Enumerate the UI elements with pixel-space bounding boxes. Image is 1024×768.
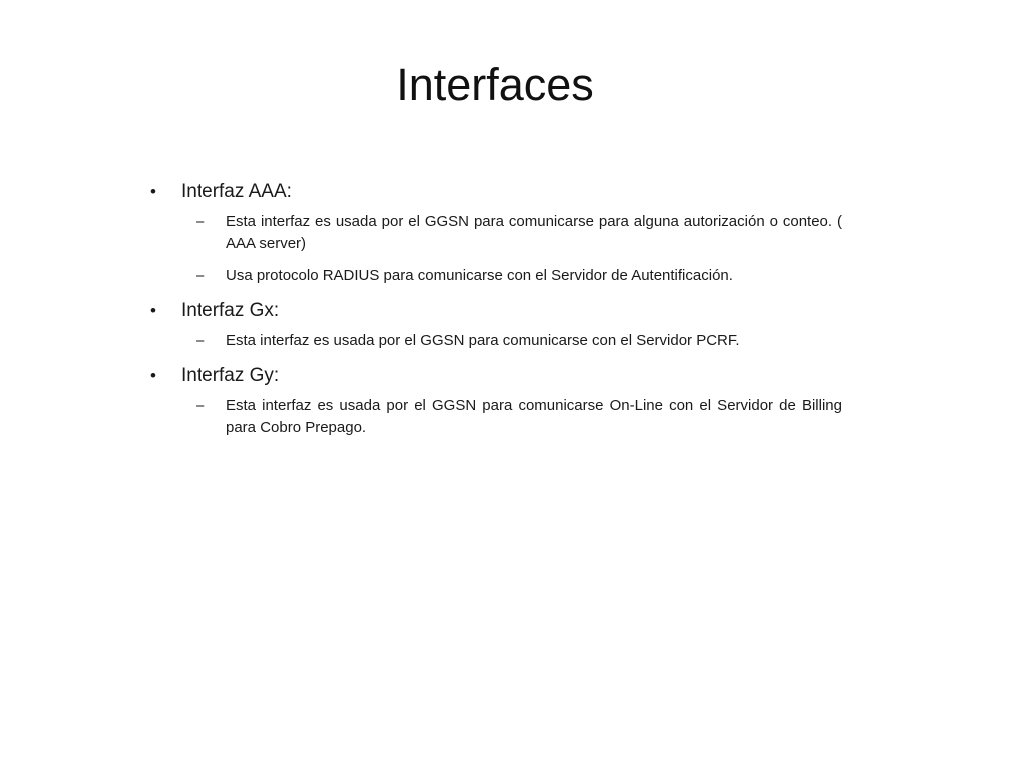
dash-icon: – (196, 213, 205, 230)
sub-item (196, 330, 842, 352)
sub-item (196, 265, 842, 287)
bullet-heading: Interfaz Gy: (181, 365, 280, 386)
dash-icon: – (196, 332, 205, 349)
dash-icon: – (196, 267, 205, 284)
sub-list (150, 395, 842, 439)
dash-icon: – (196, 397, 205, 414)
sub-item-text: Esta interfaz es usada por el GGSN para comunicarse On-Line con el Servidor de Billing para Cobro Prepago. (226, 397, 842, 436)
bullet-item (150, 178, 842, 206)
slide-title: Interfaces (396, 59, 594, 110)
bullet-heading: Interfaz AAA: (181, 181, 292, 202)
bullet-heading: Interfaz Gx: (181, 300, 280, 321)
sub-item-text: Esta interfaz es usada por el GGSN para comunicarse con el Servidor PCRF. (226, 332, 740, 349)
sub-item (196, 211, 842, 255)
sub-list (150, 330, 842, 352)
bullet-item (150, 297, 842, 325)
sub-list (150, 211, 842, 287)
sub-item-text: Usa protocolo RADIUS para comunicarse con el Servidor de Autentificación. (226, 267, 733, 284)
bullet-icon: • (150, 182, 156, 201)
sub-item (196, 395, 842, 439)
bullet-icon: • (150, 301, 156, 320)
bullet-icon: • (150, 366, 156, 385)
bullet-item (150, 362, 842, 390)
slide-content (150, 178, 842, 449)
sub-item-text: Esta interfaz es usada por el GGSN para comunicarse para alguna autorización o conteo. ( AAA server) (226, 213, 842, 252)
